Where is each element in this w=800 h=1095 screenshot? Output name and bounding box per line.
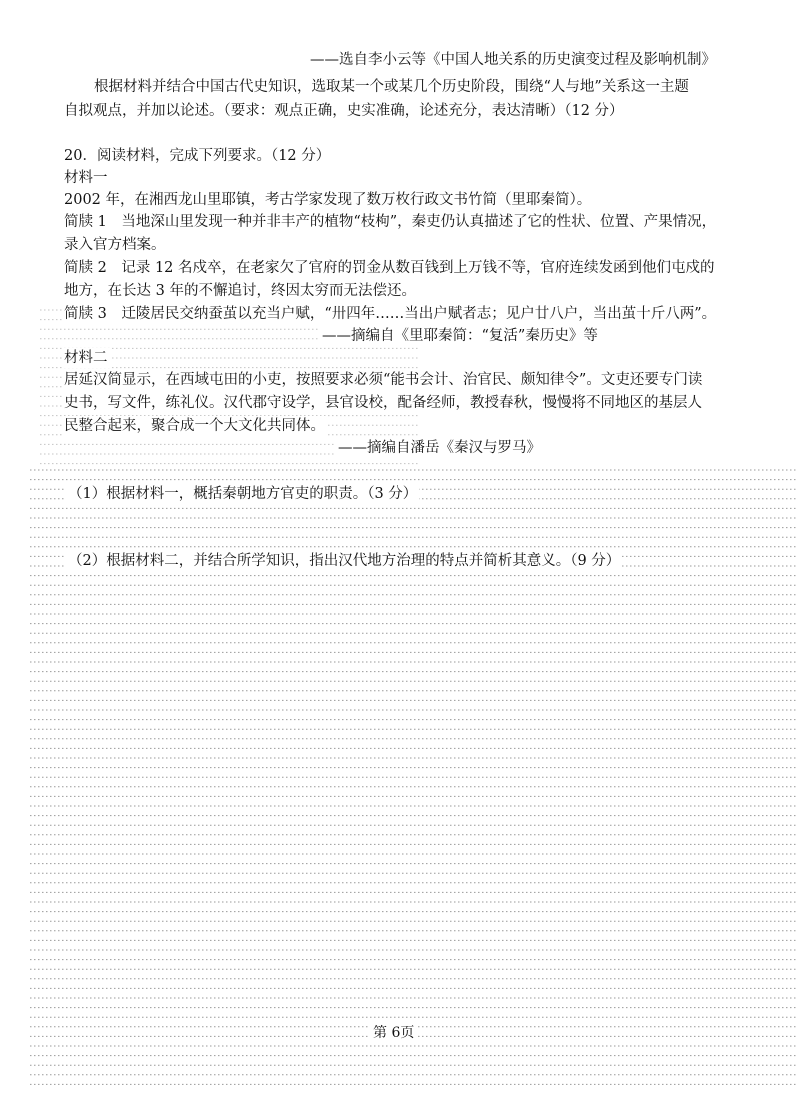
slip-1-line-1: 简牍 1 当地深山里发现一种并非丰产的植物“枝枸”，秦吏仍认真描述了它的性状、位置、产果情况，	[64, 214, 717, 230]
page-number: 第 6页	[370, 1022, 417, 1042]
q20-title: 20．阅读材料，完成下列要求。（12 分）	[64, 148, 331, 164]
material-2-line-2: 史书，写文件，练礼仪。汉代郡守设学，县官设校，配备经师，教授春秋，慢慢将不同地区的基层人	[64, 395, 702, 411]
material-1-label: 材料一	[64, 170, 108, 186]
material-2-line-1: 居延汉简显示，在西域屯田的小吏，按照要求必须“能书会计、治官民、颇知律令”。文吏还要专门读	[64, 372, 703, 388]
source-citation-2: ——摘编自《里耶秦简：“复活”秦历史》等	[322, 328, 598, 344]
q20-part-2: （2）根据材料二，并结合所学知识，指出汉代地方治理的特点并简析其意义。（9 分）	[68, 553, 621, 569]
source-citation-3: ——摘编自潘岳《秦汉与罗马》	[338, 440, 541, 456]
slip-2-line-1: 简牍 2 记录 12 名戍卒，在老家欠了官府的罚金从数百钱到上万钱不等，官府连续发函到他们屯戍的	[64, 260, 715, 276]
material-2-label: 材料二	[64, 350, 108, 366]
material-2-line-3: 民整合起来，聚合成一个大文化共同体。	[64, 418, 325, 434]
slip-2-line-2: 地方，在长达 3 年的不懈追讨，终因太穷而无法偿还。	[64, 283, 416, 299]
slip-1-line-2: 录入官方档案。	[64, 237, 166, 253]
q19-prompt-line-2: 自拟观点，并加以论述。（要求：观点正确，史实准确，论述充分，表达清晰）（12 分）	[64, 103, 624, 119]
q19-prompt-line-1: 根据材料并结合中国古代史知识，选取某一个或某几个历史阶段，围绕“人与地”关系这一主题	[94, 79, 689, 95]
q20-part-1: （1）根据材料一，概括秦朝地方官吏的职责。（3 分）	[68, 486, 418, 502]
material-1-line-1: 2002 年，在湘西龙山里耶镇，考古学家发现了数万枚行政文书竹简（里耶秦简）。	[64, 192, 592, 208]
slip-3-line-1: 简牍 3 迁陵居民交纳蚕茧以充当户赋，“卅四年……当出户赋者志；见户廿八户，当出茧十斤八两”。	[64, 306, 717, 322]
source-citation-1: ——选自李小云等《中国人地关系的历史演变过程及影响机制》	[310, 52, 716, 68]
